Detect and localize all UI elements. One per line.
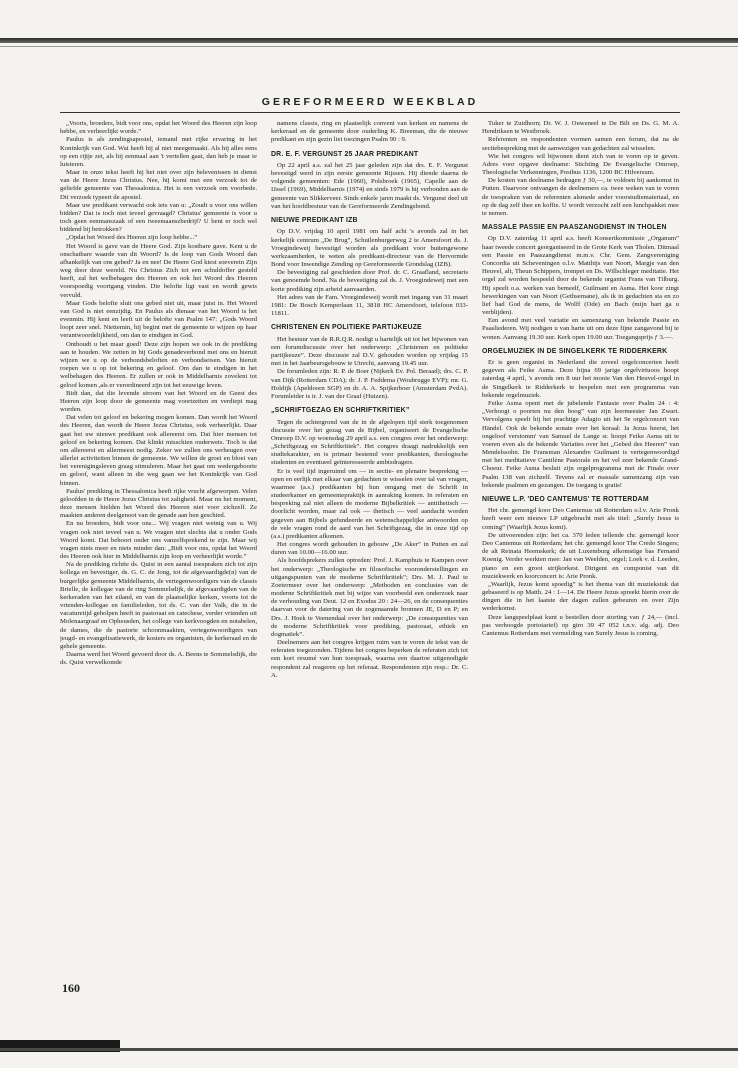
paragraph: En nu broeders, bidt voor ons... Wij vragen niet weinig van u. Wij vragen ook niet teveel van u. We vragen niet slechts dat u onder Gods Woord komt. Dat behoort onder ons vanzelfsprekend te zijn. Maar wij vragen niets meer en niets minder dan: „Bidt voor ons, opdat het Woord des Heeren ook hier in Middelharnis zijn loop en verheerlijkt worde.” (60, 520, 257, 561)
page-number: 160 (62, 981, 80, 995)
column-2 (271, 120, 468, 970)
paragraph: Het bestuur van de R.R.Q.R. nodigt u hartelijk uit tot het bijwonen van een forumdiscussie over het onderwerp: „Christenen en politieke partijkeuze”. Deze discussie zal D.V. gehouden worden op vrijdag 15 mei in het Jaarbeursgebouw te Utrecht, aanvang 19.45 uur. (271, 335, 468, 368)
paragraph: Referenten en respondenten vormen samen een forum, dat na de sectiebespreking met de aanwezigen van gedachten zal wisselen. (482, 136, 679, 152)
paragraph: Maar Gods belofte sluit ons gebed niet uit, maar juist in. Het Woord van God is niet eenzijdig. En Paulus als dienaar van het Woord is het evenmin. Hij kent en leeft uit de belofte van Psalm 147: „Gods Woord loopt zeer snel. Niettemin, hij begint met de gemeente te wijzen op haar verantwoordelijkheid, om dan te eindigen in God. (60, 299, 257, 340)
section-heading: CHRISTENEN EN POLITIEKE PARTIJKEUZE (271, 324, 422, 332)
paragraph: Wie het congres wil bijwonen dient zich van te voren op te geven. Adres voor opgave deelname: Stichting De Evangelische Omroep, Theologische Verkenningen, Postbus 1136, 1200 BC Hilversum. (482, 152, 679, 177)
header-rule (60, 112, 680, 113)
paragraph: De forumleden zijn: R. P. de Boer (Nijkerk Ev. Pol. Beraad); drs. C. P. van Dijk (Rotterdam CDA); dr. J. P. Feddema (Woubrugge EVP); mr. G. Holdijk (Apeldoorn SGP) en dr. A. A. Spijkerboer (Amsterdam PvdA). Forumleider is ir. J. van der Graaf (Huizen). (271, 368, 468, 400)
column-1 (60, 120, 257, 970)
column-3 (482, 120, 679, 970)
paragraph: Tegen de achtergrond van de in de afgelopen tijd sterk toegenomen discussie over het gezag van de Bijbel, organiseert de Evangelische Omroep D.V. op woensdag 29 april a.s. een congres over het onderwerp: „Schriftgezag en Schriftkritiek”. Het congres draagt nadrukkelijk een studiekarakter, en is primair bestemd voor predikanten, theologische studenten en eventueel geïnteresseerde ambtsdragers. (271, 418, 468, 467)
paragraph: Als hoofdsprekers zullen optreden: Prof. J. Kamphuis te Kampen over het onderwerp: „Theologische en filosofische vooronderstellingen en uitgangspunten van de moderne Schriftkritiek”; Drs. M. J. Paul te Zoetermeer over het onderwerp: „Methoden en conclusies van de moderne Schriftkritiek met bij wijze van voorbeeld een onderzoek naar de verhouding van Deut. 12 en Exodus 20 : 24—26, en de consequenties daarvan voor de datering van de zogenaamde bronnen JE, D en P; en Drs. J. Hoek te Veenendaal over het onderwerp: „De consequenties van de moderne Schriftkritiek voor prediking, pastoraat, ethiek en dogmatiek”. (271, 557, 468, 638)
paragraph: Op D.V. vrijdag 10 april 1981 om half acht 's avonds zal in het kerkelijk centrum „De Brug”, Schuilenburgerweg 2 te Amersfoort ds. J. Vroegindeweij bevestigd worden als predikant voor buitengewone werkzaamheden, te weten als predikant-directeur van de Hervormde Bond voor Inwendige Zending op Gereformeerde Grondslag (IZB). (271, 228, 468, 269)
paragraph: „Voorts, broeders, bidt voor ons, opdat het Woord des Heeren zijn loop hebbe, en verheerlijkt worde.” (60, 120, 257, 136)
paragraph: Deelnemers aan het congres krijgen ruim van te voren de tekst van de referaten toegezonden. Tijdens het congres beperken de referaten zich tot een kort resumé van hun toespraak, waarna een daartoe uitgenodigde respondent zal reageren op het referaat. Respondenten zijn resp.: Dr. C. A. (271, 639, 468, 679)
scan-border-bottom (0, 1048, 738, 1051)
paragraph: Maar in onze tekst heeft hij het niet over zijn belevenissen in dienst van de Heere Jezus Christus. Nee, hij komt met een verzoek tot de geliefde gemeente van Thessalonica. Het is een verzoek om voorbede. Dit verzoek typeert de apostel. (60, 169, 257, 201)
section-heading: DR. E. F. VERGUNST 25 JAAR PREDIKANT (271, 150, 419, 158)
paragraph: Paulus is als zendingsapostel, iemand met rijke ervaring in het Koninkrijk van God. Wat heeft hij al niet meegemaakt. Als hij alles eens op een rijtje zet, als hij eenmaal aan 't vertellen gaat, dan heb je maar te luisteren. (60, 136, 257, 168)
paragraph: Deze langspeelplaat kunt u bestellen door storting van ƒ 24,— (incl. pas verhoogde portotarief) op giro 39 47 052 t.n.v. alg. adj. Deo Cantemus Rotterdam met vermelding van Surely Jesus is coming. (482, 613, 679, 637)
paragraph: Op D.V. zaterdag 11 april a.s. heeft Konsertkommissie „Organum” haar tweede concert georganiseerd in de Grote Kerk van Tholen. Ditmaal een Passie en Paaszangdienst m.m.v. Chr. Gem. Zangvereniging Concordia uit Scheveningen o.l.v. Matthijs van Noort, Margje van den Heuvel, alt, Theun Schippers, trompet en Ds. Willschleger meditatie. Het orgel zal worden bespeeld door de bekende organist Frans van Tilburg. Hij speelt o.a. werken van bemeelf, Guilmant en Asma. Het koor zingt bewerkingen van van Noort (Gethsemane), als ik in gedachten sta en zo lief had God de mens, de Wolff (Ode) en Bach (mijn hart ga u verblijden). (482, 235, 679, 317)
paragraph: De kosten van deelname bedragen ƒ 30,—, te voldoen bij aankomst in Putten. Daarvoor ontvangen de deelnemers ca. twee weken van te voren de toespraken van de referenten alsmede ander voorstudiemateriaal, en op de dag zelf thee en koffie. U wordt verzocht zelf een lunchpakket mee te nemen. (482, 177, 679, 217)
paragraph: De uitvoerenden zijn: het ca. 370 leden tellende chr. gemengd koor Deo Cantemus uit Rotterdam; het chr. gemengd koor The Credo Singers; de alt Reinata Heemskerk; de uit Luxemburg afkomstige bas Fernand Koenig. Verder werkten mee: Jan van Weelden, orgel; Loek v. d. Leeden, piano en een groot strijkorkest. Dirigent en componist van dit muziekwerk en koorconcert is: Arie Pronk. (482, 531, 679, 580)
paragraph: „Opdat het Woord des Heeren zijn loop hebbe...” (66, 234, 198, 242)
paragraph: Onthoudt u het maar goed! Deze zijn hopen we ook in de prediking aan te houden. We zetten in bij Gods genadeverbond met ons en hieruit wijzen we u op de verbondsbeloften en verbondseisen. Van hieruit roepen we u op tot bekering en geloof. Om dan te eindigen in het welbehagen des Heeren. Er zullen er ook in Middelharnis zoveleni tot geloof komen ,als er verordineerd zijn tot het eeuwige leven. (60, 340, 257, 389)
section-heading: „SCHRIFTGEZAG EN SCHRIFTKRITIEK” (271, 407, 410, 415)
paragraph: Bidt dan, dat die levende stroom van het Woord en de Geest des Heeren zijn loop door de gemeente mag voortzetten en verdiept mag worden. (60, 389, 257, 414)
paragraph: „Waarlijk, Jezus komt spoedig” is het thema van dit muziekstuk dat gebaseerd is op Matth. 24 : 1—14. De Heere Jezus spreekt hierin over de dingen die in het laatste der dagen zullen gebeuren en over Zijn wederkomst. (482, 580, 679, 613)
paragraph: Maar uw predikant verwacht ook iets van u: „Zoudt u voor ons willen bidden? Dat is toch niet teveel gevraagd? Christus' gemeente is voor u toch geen eenmanszaak of een tweemaanszbedrijf? U bent er toch wel biddend bij betrokken? (60, 201, 257, 234)
scan-border-line (0, 46, 738, 47)
paragraph: Er is geen organist in Nederland die zoveel orgelconcerten heeft gegeven als Feike Asma. Deze bijna 69 jarige orgelvirtuoos hoopt zaterdag 4 april, 's avonds om 8 uur het mooie Van den Heuvel-orgel in de Singelkerk te Ridderkerk te bespelen met een programma van bekende orgelmuziek. (482, 359, 679, 399)
paragraph: Een avond met veel variatie en samenzang van bekende Passie en Paasliederen. Wij nodigen u van harte uit om deze fijne zangavond bij te wonen. Aanvang 19.30 uur. Kerk open 19.00 uur. Toegangsprijs ƒ 3.—. (482, 317, 679, 341)
paragraph: Paulus' prediking in Thessalonica heeft rijke vrucht afgeworpen. Velen geloofden in de Heere Jezus Christus tot zaligheid. Maar nu het moment, deze mensen hielden het Woord des Heeren niet voor zichzelf. Ze maakten anderen deelgenoot van de genade aan hen geschied. (60, 487, 257, 520)
paragraph: De bevestiging zal geschieden door Prof. dr. C. Graafland, secretaris van genoemde bond. Na de bevestiging zal ds. J. Vroegindeweij met een korte prediking zijn arbeid aanvaarden. (271, 269, 468, 293)
article-columns (60, 120, 680, 970)
paragraph: Tuker te Zuidhorn; Dr. W. J. Ouweneel te De Bilt en Ds. G. M. A. Hendriksen te Westbroek. (482, 120, 679, 136)
paragraph: Het congres wordt gehouden in gebouw „De Aker” in Putten en zal duren van 10.00—16.00 uur. (271, 541, 468, 557)
section-heading: NIEUWE PREDIKANT IZB (271, 216, 358, 224)
paragraph: Na de prediking richtte ds. Quist in een aantal toespraken zich tot zijn kollega en bevestiger, ds. G. C. de Jong, tot de afgevaardigde(n) van de burgerlijke gemeente Middelharnis, de vertegenwoordigers van de classis Brielle, de kollegae van de ring Sommelsdijk, de afgevaardigden van de kerkeraden van het eiland, en van de plaatselijke kerken, voorts tot de vrienden-kollegae en familieleden, tot ds. C. van der Valk, die in de vacaturetijd geholpen heeft in pastoraat en catechese, verder vrienden uit Molenaargraaf en Opheusden, het college van kerkvoogden en notabelen, de dames, die de pastorie schoonmaakten, vertegenwoordigers van jeugd- en evangelisatiewerk, de kosters en organisten, de kerkeraad en de gehele gemeente. (60, 561, 257, 650)
section-heading: MASSALE PASSIE EN PAASZANGDIENST IN THOLEN (482, 224, 667, 232)
section-heading: ORGELMUZIEK IN DE SINGELKERK TE RIDDERKERK (482, 347, 668, 355)
paragraph: Op 22 april a.s. zal het 25 jaar geleden zijn dat drs. E. F. Vergunst bevestigd werd in zijn eerste gemeente Rijssen. Hij diende daarna de volgende gemeenten: Ede (1960), Polsbroek (1965), Capelle aan de IJssel (1969), Middelharnis (1974) en sinds 1979 is hij verbonden aan de gemeente van Slikkerveer. Sinds enkele jaren maakt ds. Vergunst deel uit van het hoofdbestuur van de Gereformeerde Zendingsbond. (271, 161, 468, 210)
paragraph: Er is veel tijd ingeruimd om — in sectie- en plenaire bespreking — open en eerlijk met elkaar van gedachten te wisselen over tal van vragen, waarmee (a.s.) predikanten bij hun omgang met de Schrift in studeerkamer en gemeentepraktijk in aanraking komen. In referaten en bespreking zal niet alleen de moderne Bijbelkritiek — antithetisch — doorlicht worden, maar zal ook — thetisch — veel aandacht worden gegeven aan Bijbels gefundeerde en wetenschappelijke antwoorden op de vele vragen rond de aard van het Schriftgezag, die in onze tijd op (a.s.) predikanten afkomen. (271, 467, 468, 540)
paragraph: Dat velen tot geloof en bekering mogen komen. Dan wordt het Woord des Heeren, dan wordt de Heere Jezus Christus, ook verheerlijkt. Daar gaat het uw nieuwe predikant ook allereerst om. Dat hier mensen tot geloof en bekering komen. Dat klinkt misschien ouderwets. Toch is dat om allereerst en allermeest nodig. Zeker we zullen ons verheugen over allerlei activiteiten binnen de gemeente. We willen de groei en bloei van het verenigingsleven graag stimuleren. Maar het gaat om wedergeboorte en geloof, want alleen in die weg gaan we het Koninkrijk van God binnen. (60, 414, 257, 487)
scan-border-top (0, 38, 738, 43)
paragraph: Het Woord is gave van de Heere God. Zijn kostbare gave. Kent u de onschatbare waarde van dit Woord? Is de loop van Gods Woord dan afhankelijk van ons gebed? Ja en nee! De Heere God kiest soeverein Zijn weg door deze wereld. Nu Christus Zich tot een schuldoffer gesteld heeft, zal het welbehagen des Heeren en ook het Woord des Heeren voorspoedig voortgang vinden. Die belofte ligt vast en wordt gewis vervuld. (60, 242, 257, 299)
page-header-title: GEREFORMEERD WEEKBLAD (261, 96, 479, 108)
paragraph: Het chr. gemengd koor Deo Cantemus uit Rotterdam o.l.v. Arie Pronk heeft weer een nieuwe LP uitgebracht met als titel: „Surely Jesus is coming” (Waarlijk Jezus komt). (482, 507, 679, 531)
paragraph: Feike Asma opent met de jubelende Fantasie over Psalm 24 : 4: „Verhoogt o poorten nu den boog” van zijn leermeester Jan Zwart. Vervolgens speelt hij het prachtige Adagio uit het 9e orgelconcert van Händel. Ook de bekende sonate over het koraal: Ja Jezus heerst, het ongeloof verstomm' van Samuel de Lange sr. hoopt Feike Asma uit te voeren even als de bekende Variaties over het „Gebed des Heeren” van Mendelssohn. De Fransman Alexandre Guilmant is vertegenwoordigd met het meditatieve Cantilène Pastorale en het vel zeer bekende Grand-Choeur. Feike Asma besluit zijn orgelprogramma met de Finale over Psalm 138 van zichzelf. Tevens zal er massale samenzang zijn van bekende psalmen en gezangen. De toegang is gratis! (482, 400, 679, 489)
paragraph: Het adres van de Fam. Vroegindeweij wordt met ingang van 31 maart 1981: De Bosch Kemperlaan 11, 3818 HC Amersfoort, telefoon 033-11811. (271, 293, 468, 318)
paragraph: Daarna werd het Woord gevoerd door ds. A. Beens te Sommelsdijk, die ds. Quist verwelkomde (60, 651, 257, 667)
section-heading: NIEUWE L.P. 'DEO CANTEMUS' TE ROTTERDAM (482, 495, 649, 503)
paragraph: namens classis, ring en plaatselijk convent van kerken en namens de kerkeraad en de gemeente door ouderling K. Breeman, die de nieuwe predikant en zijn gezin liet toezingen Psalm 90 : 9. (271, 120, 468, 144)
